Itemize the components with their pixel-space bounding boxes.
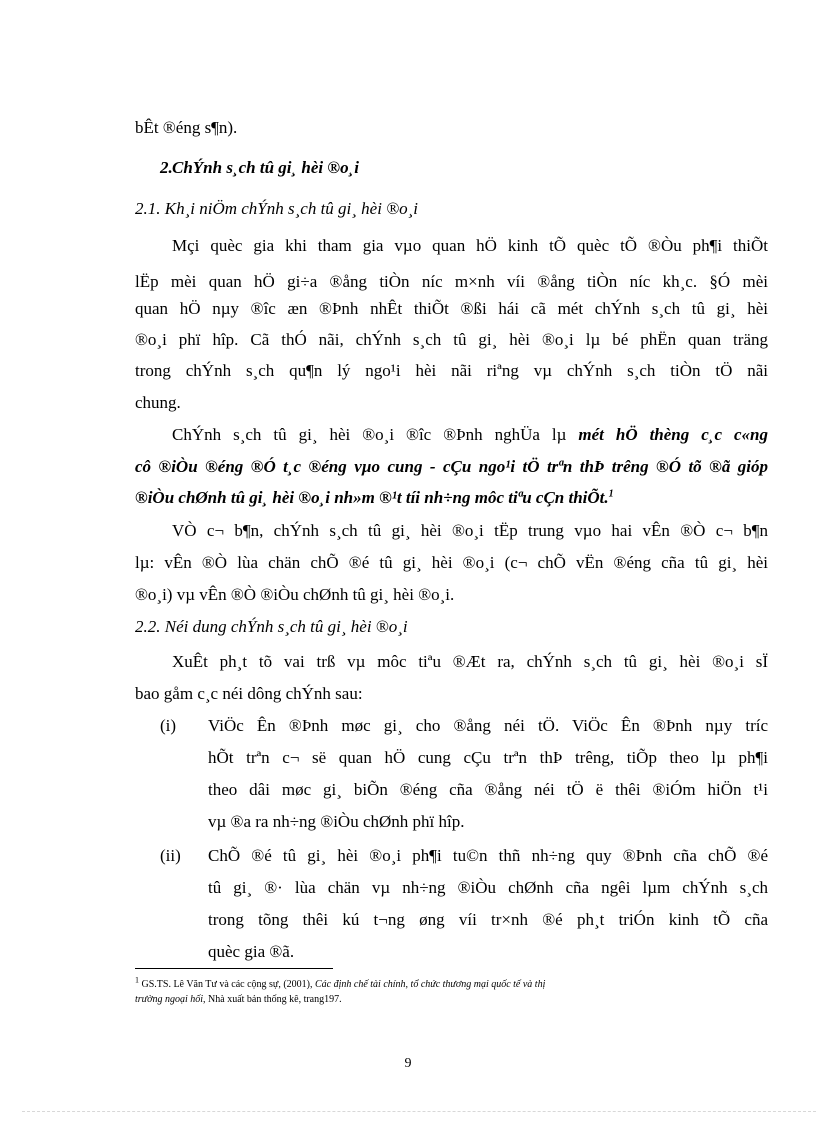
paragraph-line: ®o¸i) vµ vÊn ®Ò ®iÒu chØnh tû gi¸ hèi ®o¸i. bbox=[135, 585, 455, 604]
paragraph-line: quan hÖ nµy ®îc æn ®Þnh nhÊt thiÕt ®ßi hái cã mét chÝnh s¸ch tû gi¸ hèi bbox=[135, 299, 768, 318]
paragraph-line: ®o¸i phï hîp. Cã thÓ nãi, chÝnh s¸ch tû gi¸ hèi ®o¸i lµ bé phËn quan träng bbox=[135, 330, 768, 349]
paragraph-line: bao gåm c¸c néi dông chÝnh sau: bbox=[135, 684, 363, 703]
paragraph-line: lËp mèi quan hÖ gi÷a ®ång tiÒn níc m×nh víi ®ång tiÒn níc kh¸c. §Ó mèi bbox=[135, 272, 768, 291]
list-item-line: theo dâi møc gi¸ biÕn ®éng cña ®ång néi tÖ ë thêi ®iÓm hiÖn t¹i bbox=[208, 780, 768, 799]
list-item-line: tû gi¸ ®· lùa chän vµ nh÷ng ®iÒu chØnh cña ngêi lµm chÝnh s¸ch bbox=[208, 878, 768, 897]
definition-text: ®iÒu chØnh tû gi¸ hèi ®o¸i nh»m ®¹t tíi nh÷ng môc tiªu cÇn thiÕt. bbox=[135, 488, 609, 507]
footnote-line bbox=[135, 975, 775, 991]
footnote-separator bbox=[135, 968, 333, 969]
definition-line bbox=[135, 488, 768, 508]
paragraph-line: chung. bbox=[135, 393, 181, 412]
definition-line: cô ®iÒu ®éng ®Ó t¸c ®éng vµo cung - cÇu ngo¹i tÖ trªn thÞ trêng ®Ó tõ ®ã gióp bbox=[135, 457, 768, 476]
list-number: (i) bbox=[160, 716, 177, 735]
footnote-title-cont: trường ngoại hối bbox=[135, 994, 204, 1005]
subsection-heading: 2.1. Kh¸i niÖm chÝnh s¸ch tû gi¸ hèi ®o¸i bbox=[135, 199, 418, 218]
subsection-heading: 2.2. Néi dung chÝnh s¸ch tû gi¸ hèi ®o¸i bbox=[135, 617, 408, 636]
paragraph-line: Mçi quèc gia khi tham gia vµo quan hÖ kinh tÕ quèc tÕ ®Òu ph¶i thiÕt bbox=[172, 236, 768, 255]
footnote-line bbox=[135, 993, 775, 1006]
definition-emphasis: mét hÖ thèng c¸c c«ng bbox=[578, 425, 768, 444]
list-number: (ii) bbox=[160, 846, 181, 865]
footnote-publisher: , Nhà xuất bản thống kê, trang197. bbox=[203, 994, 342, 1005]
paragraph-line: bÊt ®éng s¶n). bbox=[135, 118, 238, 137]
page-number: 9 bbox=[404, 1056, 412, 1071]
footnote-citation: GS.TS. Lê Văn Tư và các cộng sự, (2001), bbox=[139, 979, 315, 990]
page-break-line bbox=[22, 1111, 816, 1112]
footnote-title: Các định chế tài chính, tổ chức thương mại quốc tế và thị bbox=[315, 979, 546, 990]
paragraph-line: trong chÝnh s¸ch qu¶n lý ngo¹i hèi nãi riªng vµ chÝnh s¸ch tiÒn tÖ nãi bbox=[135, 361, 768, 380]
paragraph-line: XuÊt ph¸t tõ vai trß vµ môc tiªu ®Æt ra, chÝnh s¸ch tû gi¸ hèi ®o¸i sÏ bbox=[172, 652, 768, 671]
list-item-line: trong tõng thêi kú t¬ng øng víi tr×nh ®é ph¸t triÓn kinh tÕ cña bbox=[208, 910, 768, 929]
definition-lead: ChÝnh s¸ch tû gi¸ hèi ®o¸i ®îc ®Þnh nghÜa lµ bbox=[172, 425, 579, 444]
list-item-line: quèc gia ®ã. bbox=[208, 942, 295, 961]
list-item-line: ViÖc Ên ®Þnh møc gi¸ cho ®ång néi tÖ. ViÖc Ên ®Þnh nµy tríc bbox=[208, 716, 768, 735]
footnote-ref: 1 bbox=[608, 488, 614, 500]
paragraph-line: VÒ c¬ b¶n, chÝnh s¸ch tû gi¸ hèi ®o¸i tËp trung vµo hai vÊn ®Ò c¬ b¶n bbox=[172, 521, 768, 540]
list-item-line: hÕt trªn c¬ së quan hÖ cung cÇu trªn thÞ trêng, tiÕp theo lµ ph¶i bbox=[208, 748, 768, 767]
list-item-line: vµ ®a ra nh÷ng ®iÒu chØnh phï hîp. bbox=[208, 812, 465, 831]
list-item-line: ChÕ ®é tû gi¸ hèi ®o¸i ph¶i tu©n thñ nh÷ng quy ®Þnh cña chÕ ®é bbox=[208, 846, 768, 865]
footnote-marker: 1 bbox=[135, 975, 139, 985]
paragraph-line bbox=[172, 425, 768, 445]
paragraph-line: lµ: vÊn ®Ò lùa chän chÕ ®é tû gi¸ hèi ®o¸i (c¬ chÕ vËn ®éng cña tû gi¸ hèi bbox=[135, 553, 768, 572]
section-heading: ChÝnh s¸ch tû gi¸ hèi ®o¸i bbox=[172, 158, 359, 177]
section-number: 2. bbox=[160, 158, 173, 177]
